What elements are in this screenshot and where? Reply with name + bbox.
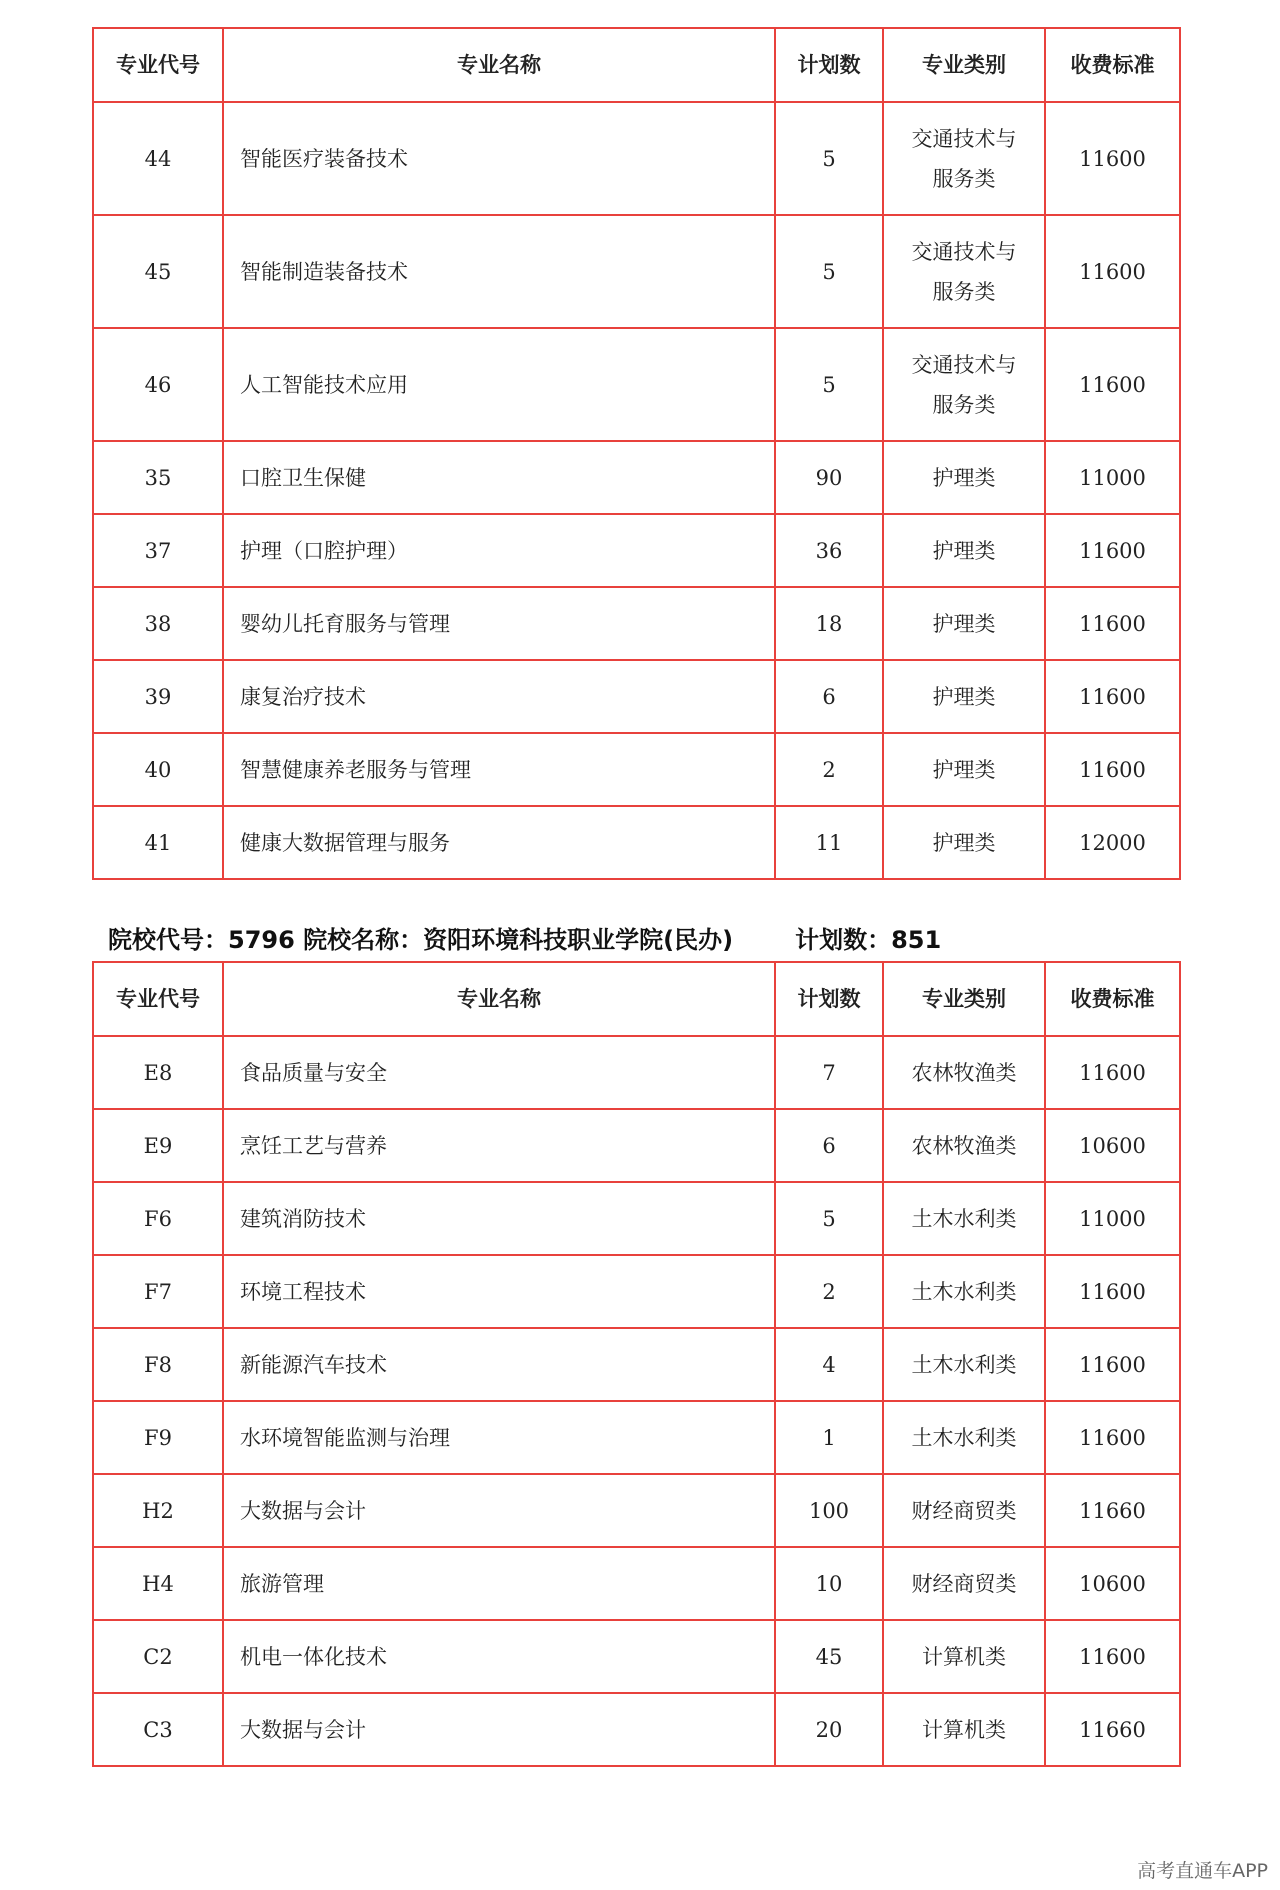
table-row xyxy=(93,102,1180,215)
major-code: 41 xyxy=(93,806,223,879)
major-category xyxy=(883,215,1045,328)
major-category: 土木水利类 xyxy=(883,1328,1045,1401)
major-code: 40 xyxy=(93,733,223,806)
table-row xyxy=(93,806,1180,879)
table-row xyxy=(93,328,1180,441)
table-row xyxy=(93,1182,1180,1255)
category-line-1: 交通技术与 xyxy=(911,126,1017,151)
major-code: 45 xyxy=(93,215,223,328)
plan-count: 20 xyxy=(775,1693,883,1766)
major-name: 食品质量与安全 xyxy=(223,1036,775,1109)
tuition-fee: 10600 xyxy=(1045,1109,1180,1182)
plan-count: 1 xyxy=(775,1401,883,1474)
major-category: 财经商贸类 xyxy=(883,1474,1045,1547)
table-row xyxy=(93,1036,1180,1109)
tuition-fee: 11000 xyxy=(1045,441,1180,514)
table-row xyxy=(93,1255,1180,1328)
plan-count: 7 xyxy=(775,1036,883,1109)
tuition-fee: 12000 xyxy=(1045,806,1180,879)
table-row xyxy=(93,1109,1180,1182)
tuition-fee: 11600 xyxy=(1045,514,1180,587)
major-name: 智能医疗装备技术 xyxy=(223,102,775,215)
header-name: 专业名称 xyxy=(223,28,775,102)
category-line-2: 服务类 xyxy=(932,166,996,191)
plan-count: 10 xyxy=(775,1547,883,1620)
major-name: 水环境智能监测与治理 xyxy=(223,1401,775,1474)
plan-count: 36 xyxy=(775,514,883,587)
major-code: F6 xyxy=(93,1182,223,1255)
tuition-fee: 11600 xyxy=(1045,1401,1180,1474)
watermark: 高考直通车APP xyxy=(1137,1860,1268,1882)
major-name: 环境工程技术 xyxy=(223,1255,775,1328)
table-row xyxy=(93,587,1180,660)
plan-count: 6 xyxy=(775,660,883,733)
plan-count: 4 xyxy=(775,1328,883,1401)
major-category: 护理类 xyxy=(883,514,1045,587)
tuition-fee: 11660 xyxy=(1045,1474,1180,1547)
major-code: E9 xyxy=(93,1109,223,1182)
plan-count: 100 xyxy=(775,1474,883,1547)
major-code: E8 xyxy=(93,1036,223,1109)
plan-count: 90 xyxy=(775,441,883,514)
major-name: 婴幼儿托育服务与管理 xyxy=(223,587,775,660)
header-plan: 计划数 xyxy=(775,28,883,102)
major-code: 39 xyxy=(93,660,223,733)
plan-count: 5 xyxy=(775,102,883,215)
major-name: 新能源汽车技术 xyxy=(223,1328,775,1401)
header-fee: 收费标准 xyxy=(1045,28,1180,102)
plan-count: 5 xyxy=(775,1182,883,1255)
major-category xyxy=(883,328,1045,441)
tuition-fee: 11600 xyxy=(1045,1036,1180,1109)
major-code: 38 xyxy=(93,587,223,660)
header-category: 专业类别 xyxy=(883,962,1045,1036)
table-row xyxy=(93,1474,1180,1547)
tuition-fee: 11600 xyxy=(1045,328,1180,441)
major-code: H2 xyxy=(93,1474,223,1547)
tuition-fee: 11600 xyxy=(1045,215,1180,328)
tuition-fee: 11660 xyxy=(1045,1693,1180,1766)
plan-count: 45 xyxy=(775,1620,883,1693)
majors-table-1 xyxy=(92,27,1181,880)
major-name: 机电一体化技术 xyxy=(223,1620,775,1693)
school-plan-label: 计划数： xyxy=(795,926,892,954)
major-code: C2 xyxy=(93,1620,223,1693)
major-code: H4 xyxy=(93,1547,223,1620)
major-name: 旅游管理 xyxy=(223,1547,775,1620)
major-name: 康复治疗技术 xyxy=(223,660,775,733)
school-code-label: 院校代号： xyxy=(108,926,228,954)
tuition-fee: 11600 xyxy=(1045,102,1180,215)
major-category: 土木水利类 xyxy=(883,1255,1045,1328)
school-name: 资阳环境科技职业学院(民办) xyxy=(423,926,734,954)
school-info-line xyxy=(108,922,1188,958)
table-row xyxy=(93,1401,1180,1474)
major-code: F8 xyxy=(93,1328,223,1401)
category-line-2: 服务类 xyxy=(932,392,996,417)
major-name: 护理（口腔护理） xyxy=(223,514,775,587)
tuition-fee: 11600 xyxy=(1045,587,1180,660)
header-code: 专业代号 xyxy=(93,962,223,1036)
major-code: F9 xyxy=(93,1401,223,1474)
major-category: 农林牧渔类 xyxy=(883,1109,1045,1182)
major-category: 护理类 xyxy=(883,806,1045,879)
category-line-1: 交通技术与 xyxy=(911,239,1017,264)
major-name: 健康大数据管理与服务 xyxy=(223,806,775,879)
major-category: 财经商贸类 xyxy=(883,1547,1045,1620)
school-code: 5796 xyxy=(228,926,295,954)
header-category: 专业类别 xyxy=(883,28,1045,102)
table-row xyxy=(93,733,1180,806)
major-name: 大数据与会计 xyxy=(223,1693,775,1766)
plan-count: 2 xyxy=(775,733,883,806)
major-name: 智慧健康养老服务与管理 xyxy=(223,733,775,806)
table-row xyxy=(93,1547,1180,1620)
category-line-2: 服务类 xyxy=(932,279,996,304)
plan-count: 11 xyxy=(775,806,883,879)
major-category: 农林牧渔类 xyxy=(883,1036,1045,1109)
table-row xyxy=(93,514,1180,587)
table-row xyxy=(93,441,1180,514)
category-line-1: 交通技术与 xyxy=(911,352,1017,377)
major-category: 护理类 xyxy=(883,587,1045,660)
major-category: 护理类 xyxy=(883,441,1045,514)
major-code: 44 xyxy=(93,102,223,215)
table-row xyxy=(93,1693,1180,1766)
school-plan: 851 xyxy=(891,926,942,954)
major-name: 烹饪工艺与营养 xyxy=(223,1109,775,1182)
table-header-row xyxy=(93,962,1180,1036)
header-fee: 收费标准 xyxy=(1045,962,1180,1036)
major-category: 计算机类 xyxy=(883,1620,1045,1693)
major-name: 建筑消防技术 xyxy=(223,1182,775,1255)
tuition-fee: 11600 xyxy=(1045,660,1180,733)
major-category xyxy=(883,102,1045,215)
tuition-fee: 11600 xyxy=(1045,1255,1180,1328)
table-header-row xyxy=(93,28,1180,102)
major-name: 智能制造装备技术 xyxy=(223,215,775,328)
major-code: 46 xyxy=(93,328,223,441)
major-code: 37 xyxy=(93,514,223,587)
major-code: F7 xyxy=(93,1255,223,1328)
table-row xyxy=(93,1328,1180,1401)
header-name: 专业名称 xyxy=(223,962,775,1036)
major-category: 护理类 xyxy=(883,660,1045,733)
plan-count: 5 xyxy=(775,328,883,441)
table-row xyxy=(93,215,1180,328)
tuition-fee: 11600 xyxy=(1045,733,1180,806)
major-code: 35 xyxy=(93,441,223,514)
major-name: 口腔卫生保健 xyxy=(223,441,775,514)
tuition-fee: 11600 xyxy=(1045,1620,1180,1693)
major-name: 人工智能技术应用 xyxy=(223,328,775,441)
plan-count: 18 xyxy=(775,587,883,660)
major-category: 护理类 xyxy=(883,733,1045,806)
tuition-fee: 11000 xyxy=(1045,1182,1180,1255)
plan-count: 6 xyxy=(775,1109,883,1182)
major-category: 土木水利类 xyxy=(883,1401,1045,1474)
school-name-label: 院校名称： xyxy=(303,926,424,954)
table-row xyxy=(93,1620,1180,1693)
tuition-fee: 11600 xyxy=(1045,1328,1180,1401)
major-category: 计算机类 xyxy=(883,1693,1045,1766)
plan-count: 2 xyxy=(775,1255,883,1328)
plan-count: 5 xyxy=(775,215,883,328)
header-plan: 计划数 xyxy=(775,962,883,1036)
majors-table-2 xyxy=(92,961,1181,1767)
table-row xyxy=(93,660,1180,733)
major-code: C3 xyxy=(93,1693,223,1766)
header-code: 专业代号 xyxy=(93,28,223,102)
tuition-fee: 10600 xyxy=(1045,1547,1180,1620)
major-category: 土木水利类 xyxy=(883,1182,1045,1255)
major-name: 大数据与会计 xyxy=(223,1474,775,1547)
